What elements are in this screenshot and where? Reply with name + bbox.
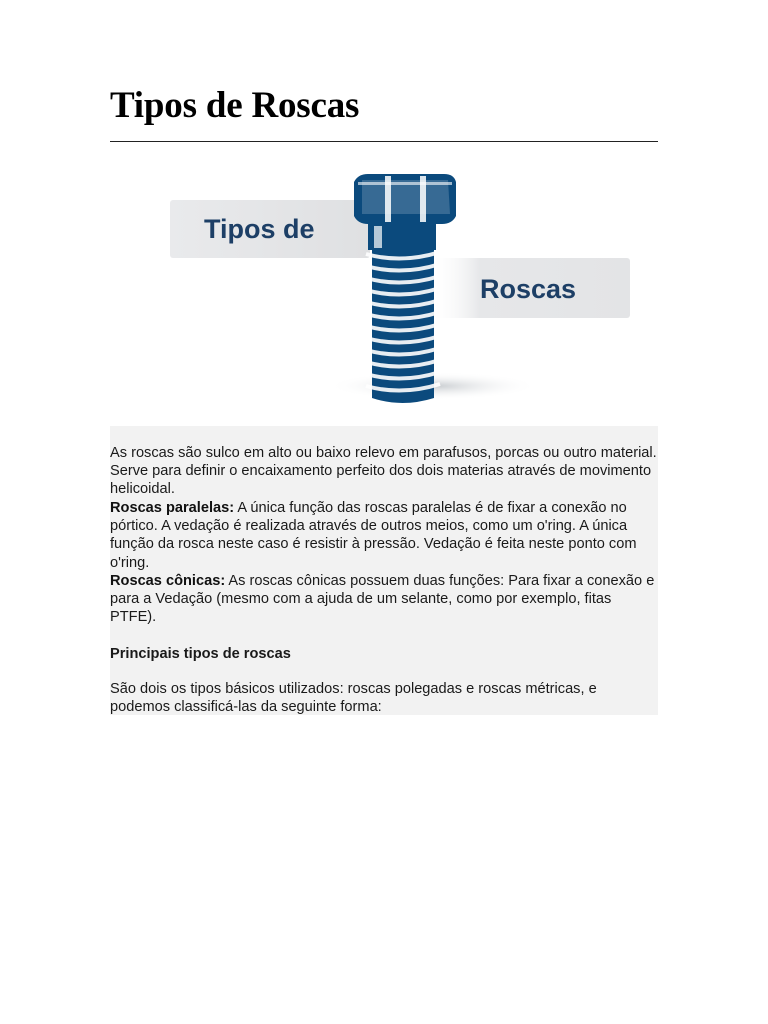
banner-line1: Tipos de: [204, 214, 315, 244]
conical-text: As roscas cônicas possuem duas funções: Para fixar a conexão e para a Vedação (mesmo com a ajuda de um selante, como por exemplo, fitas PTFE).: [110, 573, 655, 626]
bolt-illustration: [168, 168, 634, 412]
content-box: [110, 426, 658, 715]
types-paragraph: São dois os tipos básicos utilizados: roscas polegadas e roscas métricas, e podemos classificá-las da seguinte forma:: [110, 681, 597, 716]
conical-threads-paragraph: [110, 572, 658, 627]
parallel-text: A única função das roscas paralelas é de fixar a conexão no pórtico. A vedação é realizada através de outros meios, como um o'ring. A única função da rosca neste caso é resistir à pressão. Vedação é feita neste ponto com o'ring.: [110, 500, 637, 571]
page-title: Tipos de Roscas: [110, 85, 360, 126]
conical-label: Roscas cônicas:: [110, 573, 226, 589]
bolt-head: [354, 174, 456, 250]
section-heading: Principais tipos de roscas: [110, 646, 291, 662]
intro-paragraph: As roscas são sulco em alto ou baixo relevo em parafusos, porcas ou outro material. Serve para definir o encaixamento perfeito dos dois materias através de movimento helicoidal.: [110, 445, 657, 498]
banner-image: [168, 168, 634, 412]
bolt-thread: [366, 248, 440, 403]
parallel-threads-paragraph: [110, 499, 658, 572]
parallel-label: Roscas paralelas:: [110, 500, 235, 516]
title-divider: [110, 141, 658, 142]
banner-line2: Roscas: [480, 274, 577, 304]
